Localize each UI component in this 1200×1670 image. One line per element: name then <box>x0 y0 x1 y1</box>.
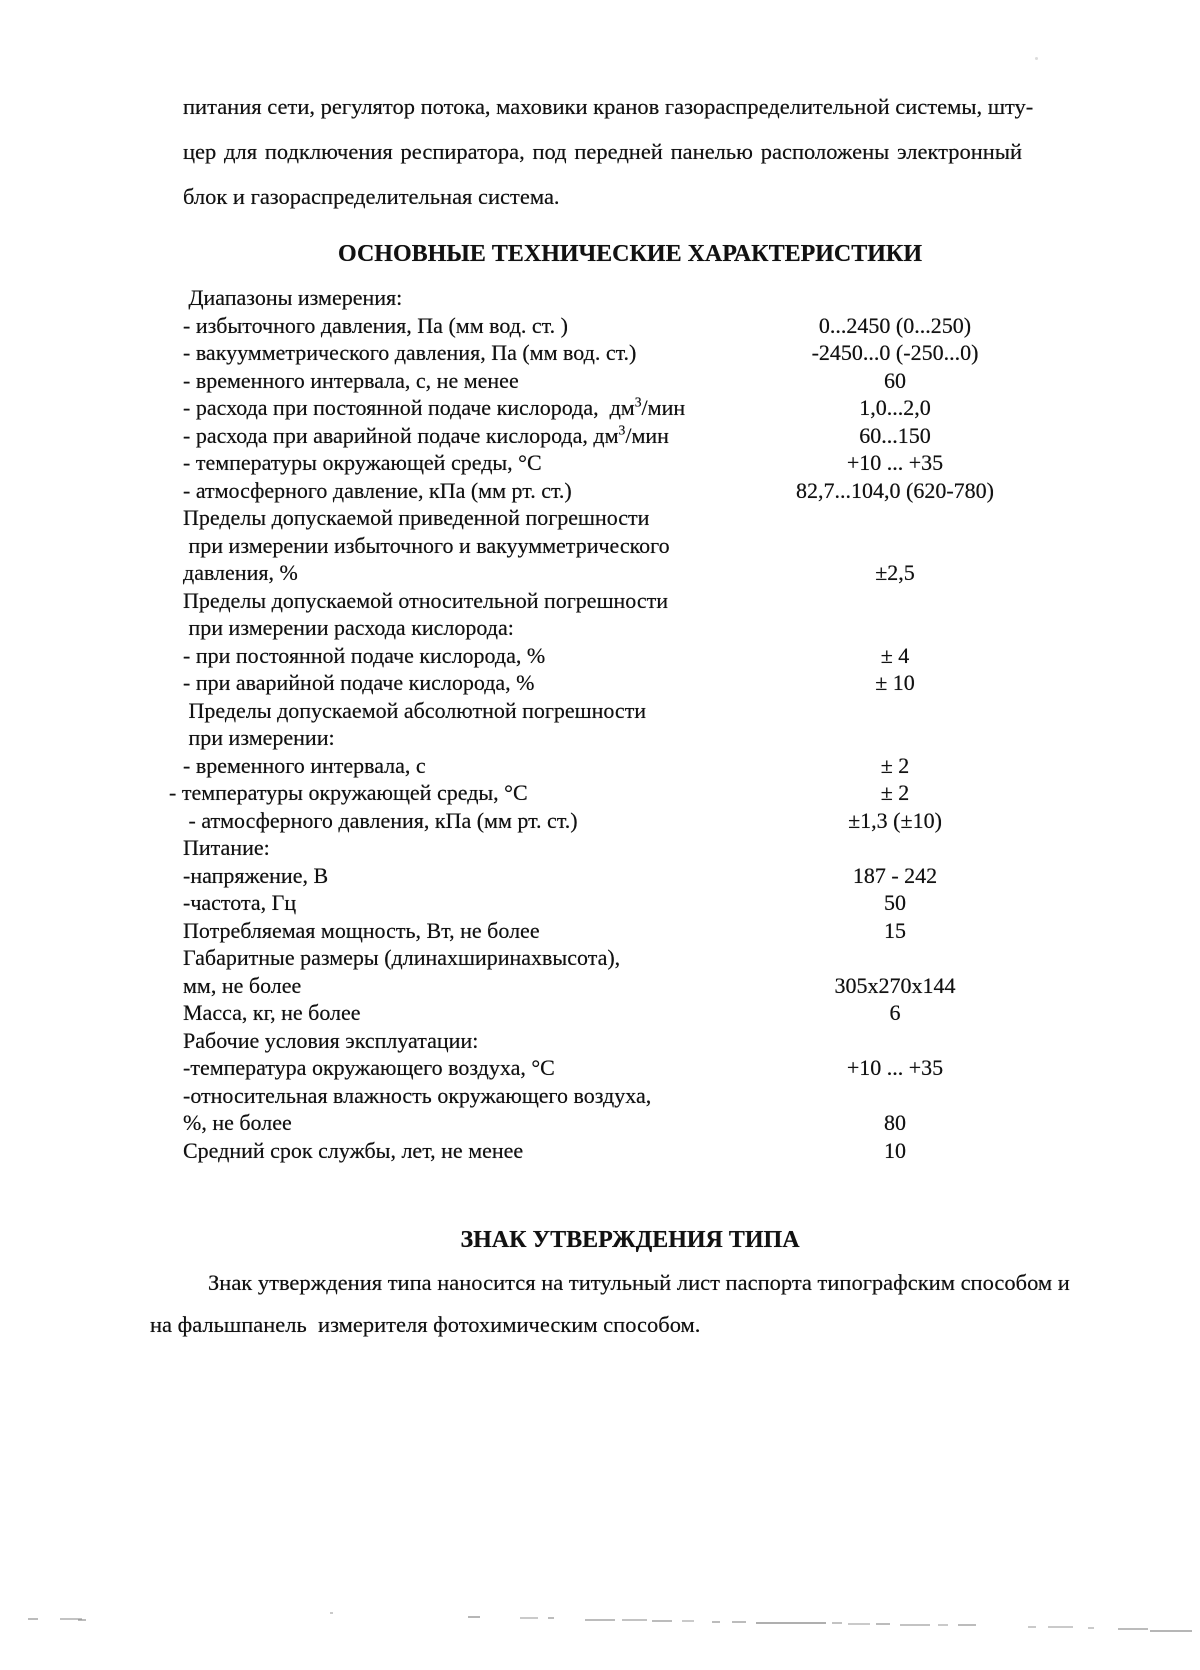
scan-artifact <box>1150 1630 1192 1632</box>
spec-label: - температуры окружающей среды, °С <box>183 450 542 475</box>
type-approval-paragraph <box>150 1262 1070 1346</box>
scan-artifact <box>682 1620 694 1622</box>
spec-row <box>183 339 1030 367</box>
spec-label: - при постоянной подаче кислорода, % <box>183 642 546 668</box>
scan-artifact <box>330 1612 333 1614</box>
spec-label: - избыточного давления, Па (мм вод. ст. ) <box>183 312 568 338</box>
scan-artifact <box>958 1624 976 1626</box>
scan-artifact <box>585 1619 615 1621</box>
spec-label: при измерении: <box>183 725 335 750</box>
spec-row <box>183 669 1030 697</box>
spec-value <box>760 1027 1030 1055</box>
spec-row <box>183 889 1030 917</box>
spec-row <box>183 999 1030 1027</box>
spec-value: +10 ... +35 <box>846 1055 944 1080</box>
spec-value <box>760 724 1030 752</box>
scan-artifact <box>78 1619 86 1621</box>
intro-line: цер для подключения респиратора, под передней панелью расположены электронный <box>183 139 1022 164</box>
spec-row <box>183 1082 1030 1110</box>
spec-row <box>183 532 1030 560</box>
spec-value <box>760 504 1030 532</box>
spec-label-unit: /мин <box>625 422 669 448</box>
spec-row <box>183 587 1030 615</box>
spec-value: 0...2450 (0...250) <box>818 312 972 338</box>
spec-value <box>760 587 1030 615</box>
spec-label: -частота, Гц <box>183 890 297 915</box>
spec-value: -2450...0 (-250...0) <box>811 340 979 365</box>
spec-value: 50 <box>884 890 906 915</box>
scan-artifact <box>520 1617 538 1619</box>
spec-label: Габаритные размеры (длинахширинахвысота), <box>183 945 621 970</box>
scan-artifact <box>652 1620 672 1622</box>
spec-label: - атмосферного давления, кПа (мм рт. ст.) <box>183 807 578 833</box>
scan-artifact <box>900 1624 930 1626</box>
spec-value: 15 <box>884 917 906 943</box>
spec-value <box>760 532 1030 560</box>
spec-value <box>760 1082 1030 1110</box>
spec-row <box>183 559 1030 587</box>
spec-row <box>183 697 1030 725</box>
spec-value: 187 - 242 <box>852 862 938 888</box>
spec-row <box>183 944 1030 972</box>
spec-label: - расхода при постоянной подаче кислорода, $дм^3$/мин <box>183 394 686 420</box>
spec-row <box>183 477 1030 505</box>
scan-artifact <box>468 1616 480 1618</box>
spec-row <box>183 1054 1030 1082</box>
spec-value: 60...150 <box>859 422 931 448</box>
spec-value: 82,7...104,0 (620-780) <box>796 477 994 503</box>
scan-artifact <box>28 1618 38 1620</box>
superscript: 3 <box>634 394 642 410</box>
spec-value: ± 2 <box>880 780 910 805</box>
spec-label: Средний срок службы, лет, не менее <box>183 1137 524 1163</box>
spec-row <box>183 834 1030 862</box>
spec-value: 6 <box>889 1000 901 1025</box>
spec-label: - атмосферного давление, кПа (мм рт. ст.) <box>183 477 572 503</box>
scan-artifact <box>756 1622 826 1624</box>
scan-artifact <box>1028 1626 1036 1628</box>
spec-row <box>183 862 1030 890</box>
spec-label: Рабочие условия эксплуатации: <box>183 1027 479 1053</box>
scan-artifact <box>1118 1628 1148 1630</box>
scan-speck <box>1035 57 1038 60</box>
spec-row <box>183 312 1030 340</box>
spec-label: -температура окружающего воздуха, °С <box>183 1055 555 1080</box>
scan-artifact <box>732 1621 746 1623</box>
spec-label: давления, % <box>183 560 298 585</box>
scan-artifact <box>938 1624 948 1626</box>
scan-artifact <box>548 1617 554 1619</box>
spec-value: ± 10 <box>875 670 915 695</box>
spec-label: -относительная влажность окружающего воздуха, <box>183 1082 652 1108</box>
spec-row <box>183 1027 1030 1055</box>
spec-label: при измерении расхода кислорода: <box>183 615 514 640</box>
spec-label: мм, не более <box>183 972 302 998</box>
scan-artifact <box>712 1621 720 1623</box>
intro-line: питания сети, регулятор потока, маховики кранов газораспределительной системы, шту- <box>183 94 1034 119</box>
spec-value <box>760 944 1030 972</box>
spec-label: при измерении избыточного и вакуумметрического <box>183 532 670 558</box>
scan-artifact <box>622 1619 647 1621</box>
spec-label: Питание: <box>183 835 270 860</box>
spec-row <box>183 752 1030 780</box>
superscript: 3 <box>618 422 626 438</box>
type-approval-line: на фальшпанель измерителя фотохимическим способом. <box>150 1312 701 1337</box>
spec-row <box>183 449 1030 477</box>
spec-value: ±1,3 (±10) <box>848 807 942 833</box>
spec-row <box>183 917 1030 945</box>
spec-row <box>183 642 1030 670</box>
spec-row <box>183 972 1030 1000</box>
spec-value <box>760 614 1030 642</box>
intro-paragraph <box>183 84 1034 219</box>
spec-label: Пределы допускаемой абсолютной погрешности <box>183 697 647 723</box>
spec-value <box>760 697 1030 725</box>
spec-row <box>169 779 1030 807</box>
scan-artifact <box>848 1623 870 1625</box>
type-approval-line: Знак утверждения типа наносится на титульный лист паспорта типографским способом и <box>208 1270 1070 1295</box>
spec-value: +10 ... +35 <box>846 450 944 475</box>
scan-artifact <box>832 1622 842 1624</box>
spec-row <box>183 504 1030 532</box>
spec-label: Потребляемая мощность, Вт, не более <box>183 917 540 943</box>
spec-value: 80 <box>884 1110 906 1135</box>
spec-list <box>169 284 1030 1164</box>
section-title-type-approval: ЗНАК УТВЕРЖДЕНИЯ ТИПА <box>460 1227 800 1253</box>
spec-row <box>183 807 1030 835</box>
section-title-specs: ОСНОВНЫЕ ТЕХНИЧЕСКИЕ ХАРАКТЕРИСТИКИ <box>337 241 922 267</box>
spec-label: - температуры окружающей среды, °С <box>169 780 528 805</box>
spec-row <box>183 1137 1030 1165</box>
spec-label: - временного интервала, с <box>183 752 426 778</box>
scan-artifact <box>1048 1626 1073 1628</box>
spec-value <box>760 284 1030 312</box>
intro-line: блок и газораспределительная система. <box>183 184 560 209</box>
spec-value: 60 <box>884 367 906 393</box>
spec-row <box>183 284 1030 312</box>
spec-label: Масса, кг, не более <box>183 1000 361 1025</box>
spec-label: - вакуумметрического давления, Па (мм вод. ст.) <box>183 340 637 365</box>
spec-label: Диапазоны измерения: <box>183 285 403 310</box>
spec-row <box>183 394 1030 422</box>
spec-value: 1,0...2,0 <box>859 395 931 420</box>
spec-row <box>183 422 1030 450</box>
spec-value: 305х270х144 <box>834 972 956 998</box>
scan-artifact <box>876 1623 890 1625</box>
spec-value: ± 2 <box>880 752 910 778</box>
spec-label: - при аварийной подаче кислорода, % <box>183 670 535 695</box>
spec-label: Пределы допускаемой приведенной погрешности <box>183 505 650 530</box>
spec-label: %, не более <box>183 1110 292 1135</box>
spec-value: 10 <box>884 1137 906 1163</box>
scan-artifact <box>1088 1627 1094 1629</box>
spec-label-unit: /мин <box>641 395 686 420</box>
spec-row <box>183 1109 1030 1137</box>
spec-label: - временного интервала, с, не менее <box>183 367 519 393</box>
spec-row <box>183 614 1030 642</box>
spec-value: ±2,5 <box>875 560 915 585</box>
spec-label: -напряжение, В <box>183 862 329 888</box>
spec-label: - расхода при аварийной подаче кислорода, $дм^3$/мин <box>183 422 669 448</box>
spec-value: ± 4 <box>880 642 910 668</box>
spec-label: Пределы допускаемой относительной погрешности <box>183 587 668 613</box>
spec-row <box>183 367 1030 395</box>
spec-row <box>183 724 1030 752</box>
spec-value <box>760 834 1030 862</box>
